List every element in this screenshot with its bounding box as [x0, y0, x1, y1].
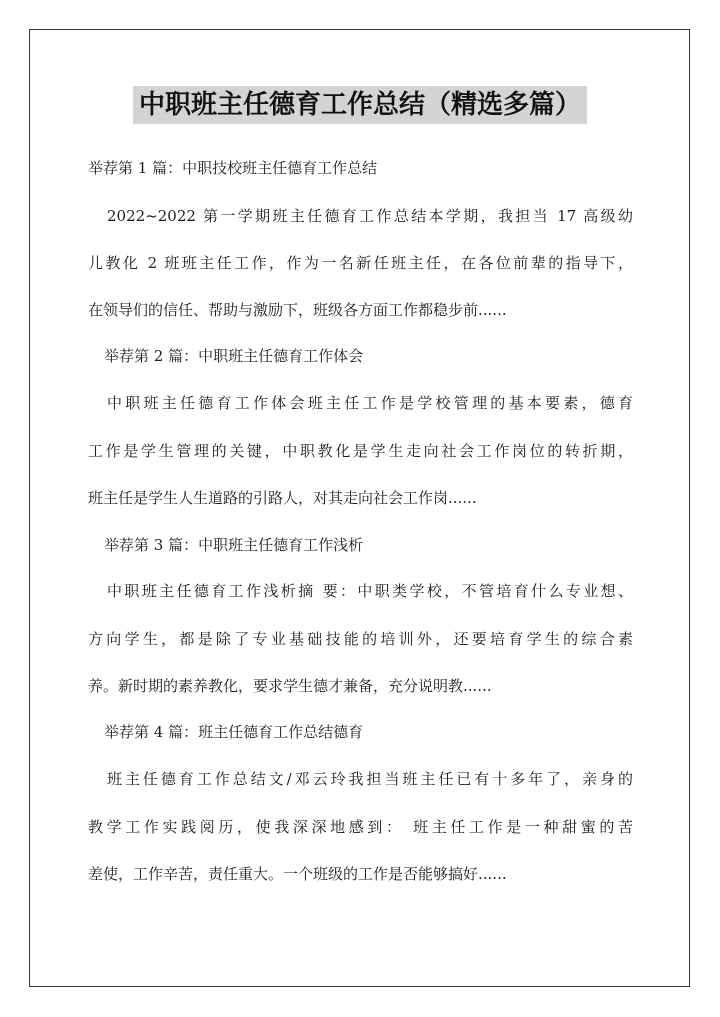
summary-3-line-3: 养。新时期的素养教化，要求学生德才兼备，充分说明教...... [88, 677, 492, 695]
summary-4-line-3: 差使，工作辛苦，责任重大。一个班级的工作是否能够搞好...... [88, 865, 507, 883]
summary-3-line-1: 中职班主任德育工作浅析摘 要：中职类学校，不管培育什么专业想、 [107, 582, 633, 600]
summary-1-line-3: 在领导们的信任、帮助与激励下，班级各方面工作都稳步前...... [88, 301, 507, 319]
summary-2-line-2: 工作是学生管理的关键，中职教化是学生走向社会工作岗位的转折期， [88, 442, 633, 460]
summary-1-line-1: 2022~2022 第一学期班主任德育工作总结本学期，我担当 17 高级幼 [107, 207, 633, 225]
summary-2-line-1: 中职班主任德育工作体会班主任工作是学校管理的基本要素，德育 [107, 394, 633, 412]
summary-3-line-2: 方向学生，都是除了专业基础技能的培训外，还要培育学生的综合素 [88, 630, 633, 648]
summary-4-line-1: 班主任德育工作总结文/邓云玲我担当班主任已有十多年了，亲身的 [107, 770, 633, 788]
recommendation-heading-2: 举荐第 2 篇：中职班主任德育工作体会 [104, 347, 364, 365]
summary-2-line-3: 班主任是学生人生道路的引路人，对其走向社会工作岗...... [88, 489, 477, 507]
document-title: 中职班主任德育工作总结（精选多篇） [133, 86, 587, 124]
recommendation-heading-4: 举荐第 4 篇：班主任德育工作总结德育 [104, 723, 364, 741]
title-container [0, 86, 720, 124]
summary-1-line-2: 儿教化 2 班班主任工作，作为一名新任班主任，在各位前辈的指导下， [88, 254, 633, 272]
recommendation-heading-3: 举荐第 3 篇：中职班主任德育工作浅析 [104, 536, 364, 554]
recommendation-heading-1: 举荐第 1 篇：中职技校班主任德育工作总结 [88, 159, 378, 177]
summary-4-line-2: 教学工作实践阅历，使我深深地感到： 班主任工作是一种甜蜜的苦 [88, 818, 633, 836]
